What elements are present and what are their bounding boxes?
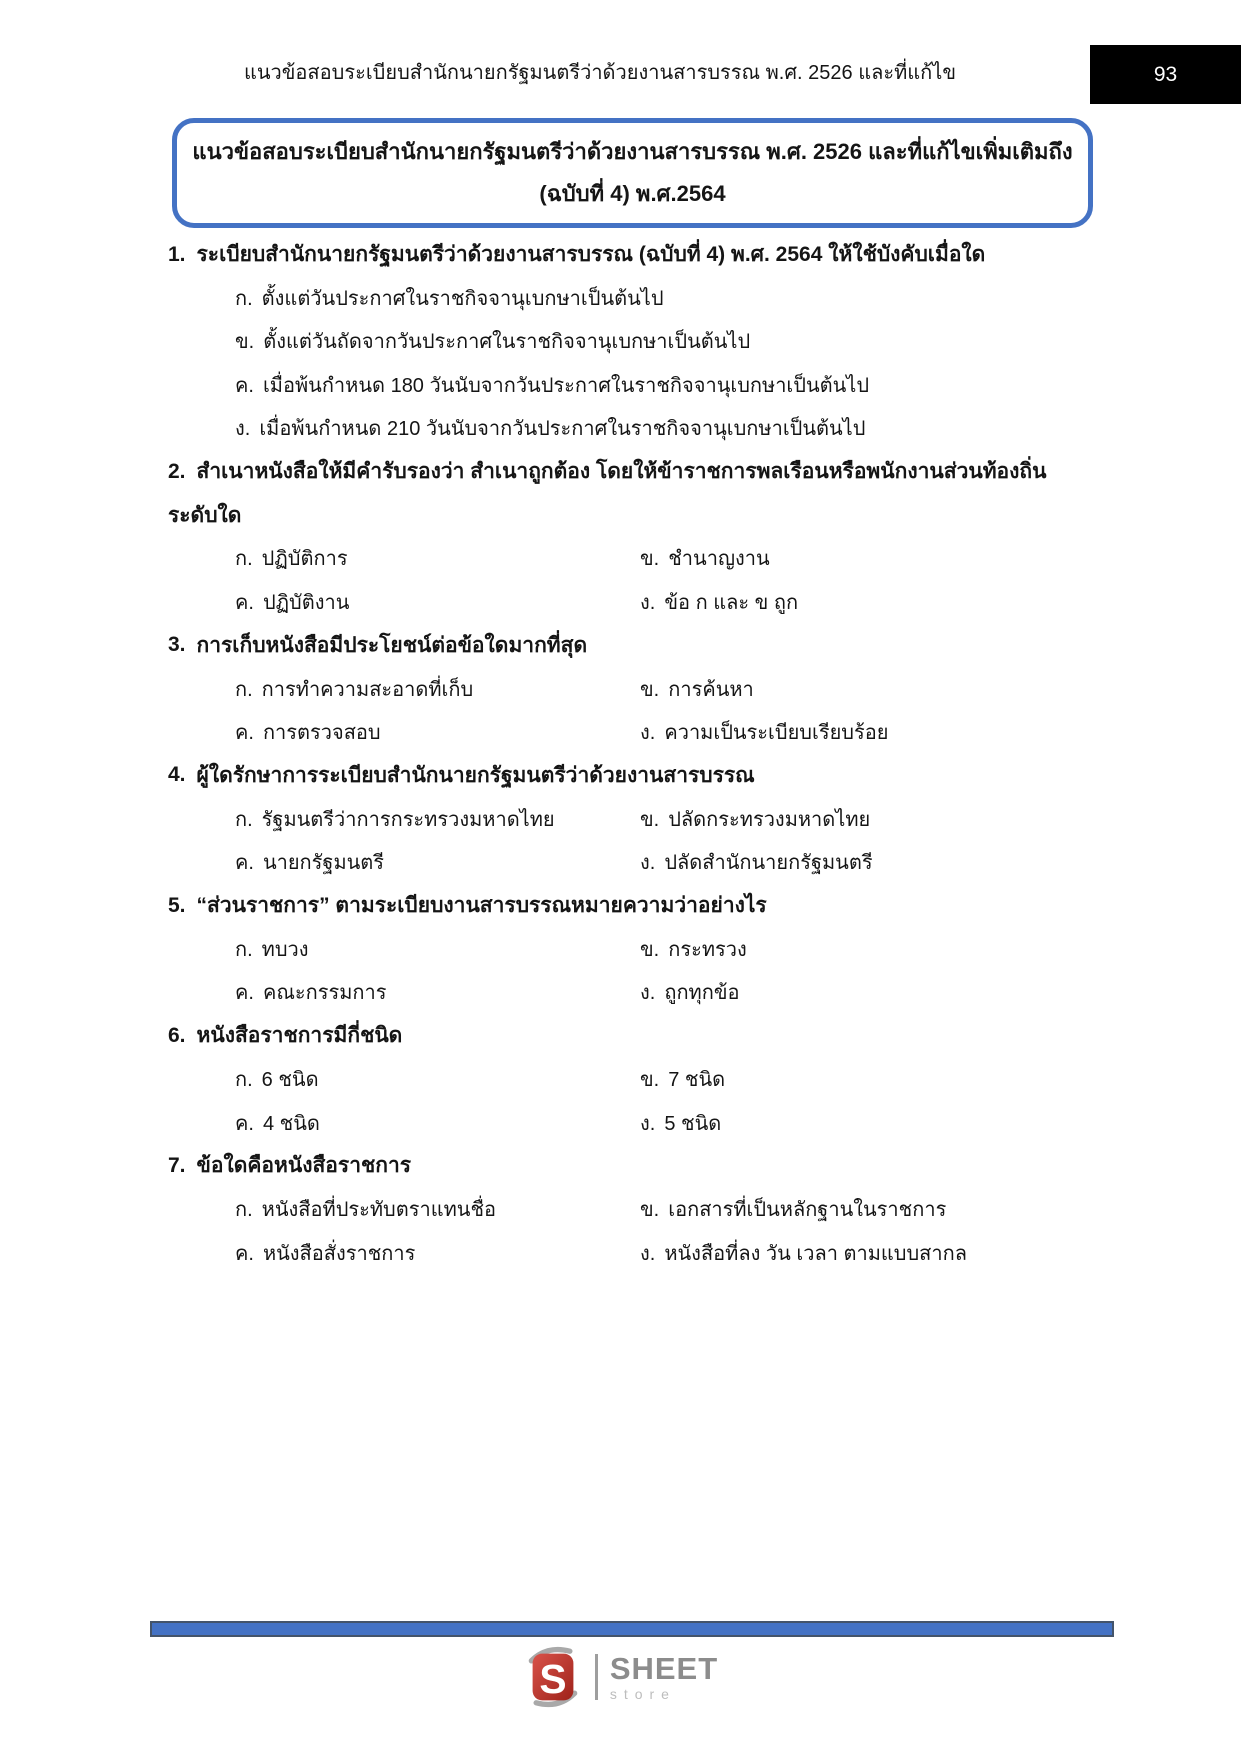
question-text: การเก็บหนังสือมีประโยชน์ต่อข้อใดมากที่สุด: [196, 633, 588, 657]
question-1-option-b: [130, 320, 1111, 363]
option-text: นายกรัฐมนตรี: [262, 852, 385, 875]
question-5-options-row-2: [130, 971, 1111, 1014]
option-text: กระทรวง: [668, 938, 747, 961]
option-label: ง.: [235, 418, 251, 441]
option-label: ข.: [640, 678, 660, 701]
question-number: 5.: [168, 893, 186, 917]
question-2-options-row-1: [130, 537, 1111, 580]
question-1-option-d: [130, 407, 1111, 450]
question-1-row: [130, 233, 1111, 276]
option-label: ค.: [235, 374, 254, 397]
question-3-options-row-1: [130, 667, 1111, 710]
question-number: 7.: [168, 1153, 186, 1177]
option-label: ก.: [235, 938, 253, 961]
option-text: การทำความสะอาดที่เก็บ: [261, 678, 474, 701]
option-text: หนังสือที่ประทับตราแทนชื่อ: [261, 1199, 497, 1222]
option-label: ง.: [640, 982, 656, 1005]
question-5-options-row-1: [130, 927, 1111, 970]
question-text: ระเบียบสำนักนายกรัฐมนตรีว่าด้วยงานสารบรรณ (ฉบับที่ 4) พ.ศ. 2564 ให้ใช้บังคับเมื่อใด: [196, 243, 986, 267]
question-4-options-row-1: [130, 797, 1111, 840]
option-text: การค้นหา: [668, 678, 754, 701]
option-text: รัฐมนตรีว่าการกระทรวงมหาดไทย: [261, 808, 555, 831]
option-text: ความเป็นระเบียบเรียบร้อย: [664, 721, 889, 744]
option-text: 5 ชนิด: [664, 1112, 722, 1135]
page-number-box: [1090, 45, 1241, 104]
sheet-store-logo: [0, 1645, 1241, 1709]
option-label: ง.: [640, 852, 656, 875]
option-label: ก.: [235, 288, 253, 311]
option-label: ก.: [235, 1069, 253, 1092]
option-text: ปลัดกระทรวงมหาดไทย: [668, 808, 871, 831]
question-1-option-c: [130, 363, 1111, 406]
option-text: เมื่อพ้นกำหนด 210 วันนับจากวันประกาศในราชกิจจานุเบกษาเป็นต้นไป: [259, 418, 866, 441]
question-number: 6.: [168, 1023, 186, 1047]
footer-divider-bar: [150, 1621, 1114, 1637]
question-number: 4.: [168, 763, 186, 787]
question-number: 3.: [168, 633, 186, 657]
question-1-option-a: [130, 276, 1111, 319]
option-label: ข.: [235, 331, 255, 354]
running-header: แนวข้อสอบระเบียบสำนักนายกรัฐมนตรีว่าด้วยงานสารบรรณ พ.ศ. 2526 และที่แก้ไข: [243, 62, 957, 84]
question-7-options-row-2: [130, 1231, 1111, 1274]
question-number: 2.: [168, 459, 186, 483]
logo-letter: S: [539, 1656, 567, 1703]
question-text: ผู้ใดรักษาการระเบียบสำนักนายกรัฐมนตรีว่าด้วยงานสารบรรณ: [196, 763, 755, 787]
option-text: ทบวง: [261, 938, 309, 961]
option-label: ค.: [235, 852, 254, 875]
option-text: ปฏิบัติการ: [261, 548, 348, 571]
question-3-options-row-2: [130, 710, 1111, 753]
question-3-row: [130, 624, 1111, 667]
option-text: การตรวจสอบ: [262, 721, 381, 744]
exam-title-line2: (ฉบับที่ 4) พ.ศ.2564: [539, 181, 726, 206]
option-label: ค.: [235, 1242, 254, 1265]
logo-divider: [595, 1654, 598, 1700]
option-text: เอกสารที่เป็นหลักฐานในราชการ: [668, 1199, 947, 1222]
page-number: 93: [1153, 62, 1178, 86]
option-label: ข.: [640, 1199, 660, 1222]
exam-title-box: [172, 118, 1093, 228]
option-text: ชำนาญงาน: [668, 548, 770, 571]
option-label: ก.: [235, 548, 253, 571]
option-label: ข.: [640, 938, 660, 961]
question-6-options-row-2: [130, 1101, 1111, 1144]
exam-title-line1: แนวข้อสอบระเบียบสำนักนายกรัฐมนตรีว่าด้วยงานสารบรรณ พ.ศ. 2526 และที่แก้ไขเพิ่มเติมถึง: [192, 139, 1073, 164]
question-6-row: [130, 1014, 1111, 1057]
question-list: [130, 233, 1111, 1274]
question-7-options-row-1: [130, 1188, 1111, 1231]
option-label: ก.: [235, 1199, 253, 1222]
option-label: ง.: [640, 1112, 656, 1135]
option-text: ข้อ ก และ ข ถูก: [664, 591, 799, 614]
option-text: ถูกทุกข้อ: [664, 982, 740, 1005]
option-label: ก.: [235, 678, 253, 701]
option-text: 7 ชนิด: [668, 1069, 726, 1092]
question-text: ข้อใดคือหนังสือราชการ: [196, 1154, 412, 1178]
logo-text: [610, 1653, 718, 1701]
question-4-row: [130, 754, 1111, 797]
option-text: ปลัดสำนักนายกรัฐมนตรี: [664, 852, 873, 875]
question-4-options-row-2: [130, 840, 1111, 883]
question-5-row: [130, 884, 1111, 927]
option-label: ข.: [640, 1069, 660, 1092]
option-label: ค.: [235, 1112, 254, 1135]
sheet-store-logo-icon: [523, 1645, 583, 1709]
option-label: ง.: [640, 721, 656, 744]
option-label: ก.: [235, 808, 253, 831]
option-text: เมื่อพ้นกำหนด 180 วันนับจากวันประกาศในราชกิจจานุเบกษาเป็นต้นไป: [262, 374, 870, 397]
question-7-row: [130, 1144, 1111, 1187]
option-label: ค.: [235, 591, 254, 614]
question-number: 1.: [168, 242, 186, 266]
question-text: สำเนาหนังสือให้มีคำรับรองว่า สำเนาถูกต้อง โดยให้ข้าราชการพลเรือนหรือพนักงานส่วนท้องถิ่น: [196, 460, 1047, 484]
option-text: ปฏิบัติงาน: [262, 591, 350, 614]
option-label: ข.: [640, 548, 660, 571]
question-2-row: [130, 450, 1111, 493]
option-label: ค.: [235, 982, 254, 1005]
question-text: หนังสือราชการมีกี่ชนิด: [196, 1024, 403, 1048]
option-label: ค.: [235, 721, 254, 744]
option-text: ตั้งแต่วันประกาศในราชกิจจานุเบกษาเป็นต้นไป: [261, 288, 664, 311]
option-text: 6 ชนิด: [261, 1069, 319, 1092]
option-text: ตั้งแต่วันถัดจากวันประกาศในราชกิจจานุเบกษาเป็นต้นไป: [263, 331, 751, 354]
option-text: คณะกรรมการ: [262, 982, 387, 1005]
question-2-options-row-2: [130, 580, 1111, 623]
logo-sub-text: store: [609, 1686, 676, 1702]
option-label: ง.: [640, 591, 656, 614]
question-text: “ส่วนราชการ” ตามระเบียบงานสารบรรณหมายความว่าอย่างไร: [196, 894, 767, 918]
option-label: ข.: [640, 808, 660, 831]
question-6-options-row-1: [130, 1057, 1111, 1100]
option-text: 4 ชนิด: [262, 1112, 320, 1135]
logo-brand-text: SHEET: [609, 1651, 719, 1686]
question-2-continuation: ระดับใด: [168, 503, 242, 527]
option-text: หนังสือที่ลง วัน เวลา ตามแบบสากล: [664, 1242, 967, 1265]
option-label: ง.: [640, 1242, 656, 1265]
option-text: หนังสือสั่งราชการ: [262, 1242, 416, 1265]
